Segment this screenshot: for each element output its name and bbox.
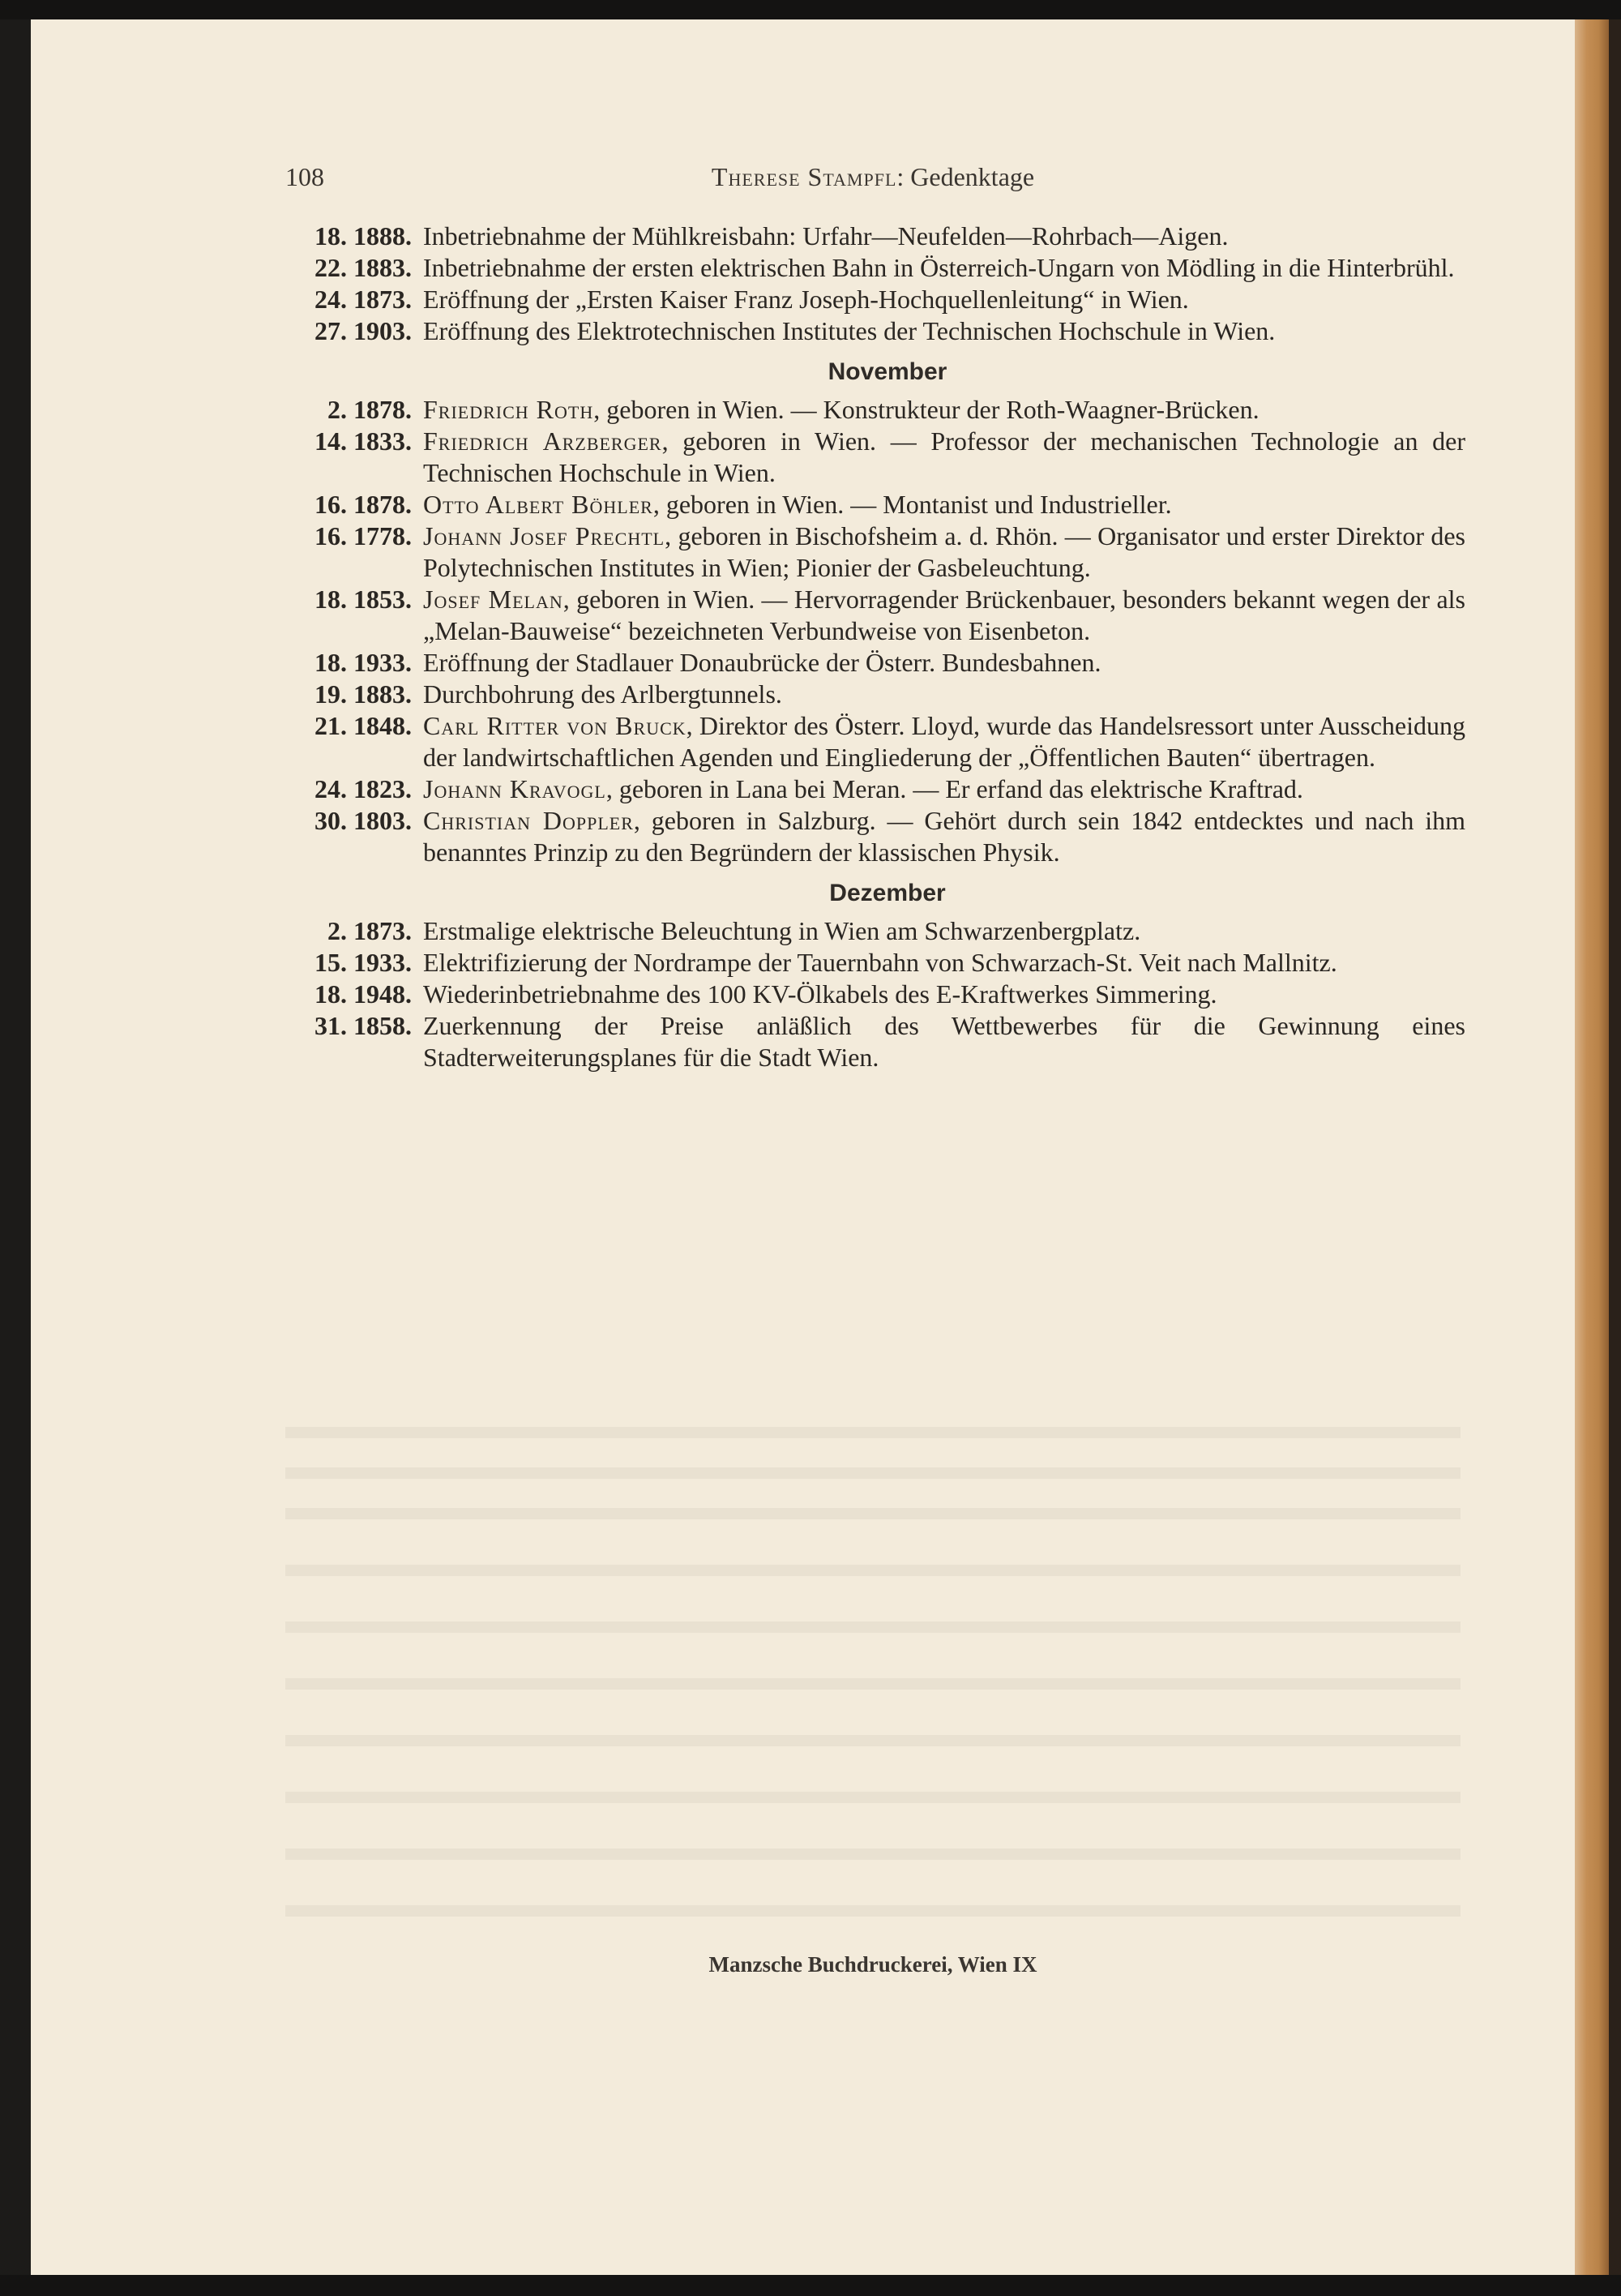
entry-date: 18. 1948. (314, 979, 412, 1009)
show-through-line (285, 1467, 1461, 1479)
page-edge-shadow (1609, 19, 1621, 2275)
show-through-line (285, 1508, 1461, 1519)
running-title (285, 162, 1461, 192)
entry-description: , geboren in Salzburg. — Gehört durch sein 1842 entdecktes und nach ihm benanntes Prinzip zu den Begründern der klassischen Physik. (423, 806, 1466, 867)
show-through-line (285, 1621, 1461, 1633)
entry-date: 24. 1873. (314, 285, 412, 314)
entry-text (423, 315, 1465, 347)
entry-date: 16. 1778. (314, 521, 412, 550)
entry-date: 2. 1878. (327, 395, 412, 424)
person-name: Josef Melan (423, 585, 563, 614)
calendar-entry (285, 520, 1465, 584)
entry-description: Durchbohrung des Arlbergtunnels. (423, 679, 782, 709)
person-name: Friedrich Roth (423, 395, 594, 424)
entry-description: Wiederinbetriebnahme des 100 KV-Ölkabels des E-Kraftwerkes Simmering. (423, 979, 1217, 1009)
entry-text (423, 979, 1465, 1010)
month-heading: November (828, 358, 947, 385)
calendar-entry (285, 710, 1465, 773)
person-name: Johann Josef Prechtl (423, 521, 665, 550)
entry-description: Eröffnung der „Ersten Kaiser Franz Joseph-Hochquellenleitung“ in Wien. (423, 285, 1189, 314)
entry-date: 19. 1883. (314, 679, 412, 709)
entry-text (423, 1010, 1465, 1073)
entry-description: , geboren in Bischofsheim a. d. Rhön. — Organisator und erster Direktor des Polytechnischen Institutes in Wien; Pionier der Gasbeleuchtung. (423, 521, 1465, 582)
page-header (285, 162, 1461, 198)
entry-text (423, 252, 1465, 284)
entry-date: 30. 1803. (314, 806, 412, 835)
entry-text (423, 426, 1465, 489)
show-through-line (285, 1905, 1461, 1917)
calendar-entry (285, 426, 1465, 489)
entry-text (423, 584, 1465, 647)
calendar-entry (285, 679, 1465, 710)
show-through-line (285, 1848, 1461, 1860)
scan-top-border (0, 0, 1621, 19)
entry-description: , Direktor des Österr. Lloyd, wurde das Handelsressort unter Ausscheidung der landwirtschaftlichen Agenden und Eingliederung der „Öffentlichen Bauten“ übertragen. (423, 711, 1465, 772)
entry-date: 24. 1823. (314, 774, 412, 803)
scan-bottom-border (0, 2275, 1621, 2296)
show-through-line (285, 1427, 1461, 1438)
entry-description: , geboren in Wien. — Hervorragender Brückenbauer, besonders bekannt wegen der als „Melan-Bauweise“ bezeichneten Verbundweise von Eisenbeton. (423, 585, 1465, 645)
show-through-line (285, 1678, 1461, 1690)
entry-description: Eröffnung des Elektrotechnischen Institutes der Technischen Hochschule in Wien. (423, 316, 1276, 345)
show-through-line (285, 1792, 1461, 1803)
entry-description: Erstmalige elektrische Beleuchtung in Wien am Schwarzenbergplatz. (423, 916, 1141, 945)
printer-imprint: Manzsche Buchdruckerei, Wien IX (708, 1952, 1037, 1977)
entry-description: , geboren in Lana bei Meran. — Er erfand das elektrische Kraftrad. (605, 774, 1303, 803)
calendar-entry (285, 1010, 1465, 1073)
entry-date: 22. 1883. (314, 253, 412, 282)
entry-description: , geboren in Wien. — Professor der mechanischen Technologie an der Technischen Hochschule in Wien. (423, 426, 1465, 487)
entry-text (423, 679, 1465, 710)
entry-description: Inbetriebnahme der Mühlkreisbahn: Urfahr—Neufelden—Rohrbach—Aigen. (423, 221, 1229, 251)
calendar-entry (285, 915, 1465, 947)
entry-text (423, 489, 1465, 520)
entry-date: 18. 1853. (314, 585, 412, 614)
show-through-line (285, 1735, 1461, 1746)
entry-text (423, 947, 1465, 979)
entry-date: 18. 1933. (314, 648, 412, 677)
calendar-entry (285, 805, 1465, 868)
entry-date: 21. 1848. (314, 711, 412, 740)
entry-text (423, 647, 1465, 679)
calendar-entry (285, 773, 1465, 805)
entry-description: , geboren in Wien. — Konstrukteur der Roth-Waagner-Brücken. (593, 395, 1260, 424)
calendar-entry (285, 315, 1465, 347)
calendar-entry (285, 394, 1465, 426)
running-title-rest: : Gedenktage (896, 162, 1035, 191)
entry-date: 18. 1888. (314, 221, 412, 251)
entry-description: Inbetriebnahme der ersten elektrischen Bahn in Österreich-Ungarn von Mödling in die Hinterbrühl. (423, 253, 1455, 282)
calendar-entry (285, 284, 1465, 315)
entry-date: 15. 1933. (314, 948, 412, 977)
entry-text (423, 710, 1465, 773)
entry-text (423, 284, 1465, 315)
page-number: 108 (285, 162, 324, 191)
entry-date: 2. 1873. (327, 916, 412, 945)
entry-date: 31. 1858. (314, 1011, 412, 1040)
entry-description: , geboren in Wien. — Montanist und Industrieller. (652, 490, 1172, 519)
person-name: Carl Ritter von Bruck (423, 711, 686, 740)
entry-text (423, 805, 1465, 868)
entry-description: Eröffnung der Stadlauer Donaubrücke der Österr. Bundesbahnen. (423, 648, 1101, 677)
calendar-entries (285, 221, 1465, 1073)
running-title-author: Therese Stampfl (711, 162, 897, 191)
entry-date: 16. 1878. (314, 490, 412, 519)
person-name: Johann Kravogl (423, 774, 606, 803)
calendar-entry (285, 647, 1465, 679)
calendar-entry (285, 489, 1465, 520)
show-through-line (285, 1565, 1461, 1576)
entry-text (423, 773, 1465, 805)
calendar-entry (285, 221, 1465, 252)
entry-text (423, 394, 1465, 426)
entry-date: 27. 1903. (314, 316, 412, 345)
page-edge (1575, 19, 1609, 2275)
calendar-entry (285, 947, 1465, 979)
person-name: Christian Doppler (423, 806, 634, 835)
entry-description: Zuerkennung der Preise anläßlich des Wettbewerbes für die Gewinnung eines Stadterweiterungsplanes für die Stadt Wien. (423, 1011, 1465, 1072)
calendar-entry (285, 584, 1465, 647)
entry-date: 14. 1833. (314, 426, 412, 456)
entry-text (423, 520, 1465, 584)
calendar-entry (285, 979, 1465, 1010)
calendar-entry (285, 252, 1465, 284)
person-name: Otto Albert Böhler (423, 490, 653, 519)
month-heading: Dezember (829, 880, 946, 906)
entry-text (423, 915, 1465, 947)
entry-text (423, 221, 1465, 252)
entry-description: Elektrifizierung der Nordrampe der Tauernbahn von Schwarzach-St. Veit nach Mallnitz. (423, 948, 1337, 977)
person-name: Friedrich Arzberger (423, 426, 662, 456)
